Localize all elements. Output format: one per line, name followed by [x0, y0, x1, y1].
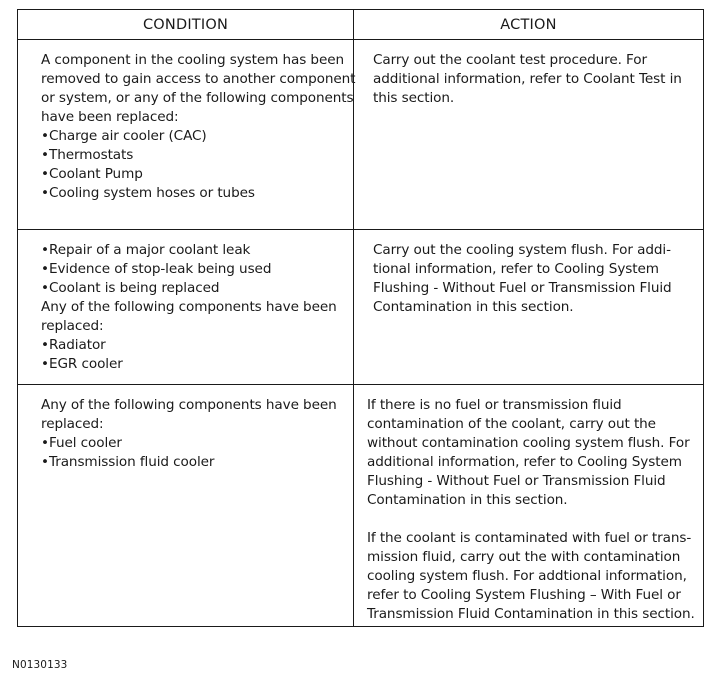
condition-text-line: removed to gain access to another component [41, 71, 356, 87]
bullet-icon: • [41, 166, 49, 182]
condition-text-line: replaced: [41, 416, 104, 432]
bullet-text: Fuel cooler [49, 435, 122, 451]
action-cell [354, 40, 704, 230]
figure-id: N0130133 [12, 659, 68, 671]
bullet-text: Thermostats [49, 147, 134, 163]
bullet-item [41, 260, 348, 279]
bullet-icon: • [41, 280, 49, 296]
bullet-icon: • [41, 356, 49, 372]
bullet-text: Radiator [49, 337, 106, 353]
action-text-line: If the coolant is contaminated with fuel or trans- [367, 530, 692, 546]
action-text-line: this section. [373, 90, 455, 106]
bullet-text: Coolant Pump [49, 166, 143, 182]
action-text-line: additional information, refer to Coolant Test in [373, 71, 682, 87]
action-text-line: If there is no fuel or transmission fluid [367, 397, 622, 413]
bullet-text: Charge air cooler (CAC) [49, 128, 207, 144]
bullet-text: EGR cooler [49, 356, 123, 372]
action-text-line: additional information, refer to Cooling System [367, 454, 682, 470]
condition-action-table [17, 9, 704, 627]
table-row [18, 385, 704, 627]
action-text-line: Transmission Fluid Contamination in this section. [367, 606, 695, 622]
action-text-line: without contamination cooling system flush. For [367, 435, 690, 451]
bullet-icon: • [41, 147, 49, 163]
bullet-icon: • [41, 337, 49, 353]
action-text-line: Contamination in this section. [373, 299, 574, 315]
action-text-line: Flushing - Without Fuel or Transmission Fluid [367, 473, 666, 489]
action-text-line: Contamination in this section. [367, 492, 568, 508]
action-text-line: Carry out the cooling system flush. For addi- [373, 242, 671, 258]
bullet-icon: • [41, 128, 49, 144]
bullet-item [41, 355, 348, 374]
action-text-line: mission fluid, carry out the with contamination [367, 549, 681, 565]
bullet-item [41, 184, 348, 203]
bullet-item [41, 127, 348, 146]
bullet-item [41, 146, 348, 165]
action-text-line: Flushing - Without Fuel or Transmission Fluid [373, 280, 672, 296]
bullet-text: Coolant is being replaced [49, 280, 220, 296]
header-row [18, 10, 704, 40]
bullet-icon: • [41, 261, 49, 277]
action-cell [354, 385, 704, 627]
condition-text-line: or system, or any of the following components [41, 90, 354, 106]
bullet-item [41, 279, 348, 298]
table-row [18, 40, 704, 230]
paragraph-gap [367, 510, 696, 529]
bullet-icon: • [41, 185, 49, 201]
bullet-item [41, 453, 348, 472]
action-text-line: tional information, refer to Cooling System [373, 261, 659, 277]
bullet-text: Transmission fluid cooler [49, 454, 215, 470]
condition-header: CONDITION [18, 10, 354, 40]
bullet-text: Evidence of stop-leak being used [49, 261, 272, 277]
condition-text-line: have been replaced: [41, 109, 179, 125]
bullet-item [41, 165, 348, 184]
action-text-line: refer to Cooling System Flushing – With Fuel or [367, 587, 681, 603]
bullet-icon: • [41, 454, 49, 470]
bullet-item [41, 241, 348, 260]
action-header: ACTION [354, 10, 704, 40]
table-row [18, 230, 704, 385]
bullet-icon: • [41, 435, 49, 451]
condition-cell [18, 40, 354, 230]
action-text-line: cooling system flush. For addtional information, [367, 568, 687, 584]
bullet-item [41, 434, 348, 453]
condition-text-line: Any of the following components have been [41, 397, 337, 413]
action-text-line: Carry out the coolant test procedure. For [373, 52, 648, 68]
condition-text-line: A component in the cooling system has been [41, 52, 345, 68]
action-cell [354, 230, 704, 385]
condition-cell [18, 385, 354, 627]
action-text-line: contamination of the coolant, carry out the [367, 416, 656, 432]
bullet-item [41, 336, 348, 355]
bullet-text: Repair of a major coolant leak [49, 242, 251, 258]
condition-cell [18, 230, 354, 385]
bullet-icon: • [41, 242, 49, 258]
condition-text-line: Any of the following components have been [41, 299, 337, 315]
bullet-text: Cooling system hoses or tubes [49, 185, 255, 201]
condition-text-line: replaced: [41, 318, 104, 334]
